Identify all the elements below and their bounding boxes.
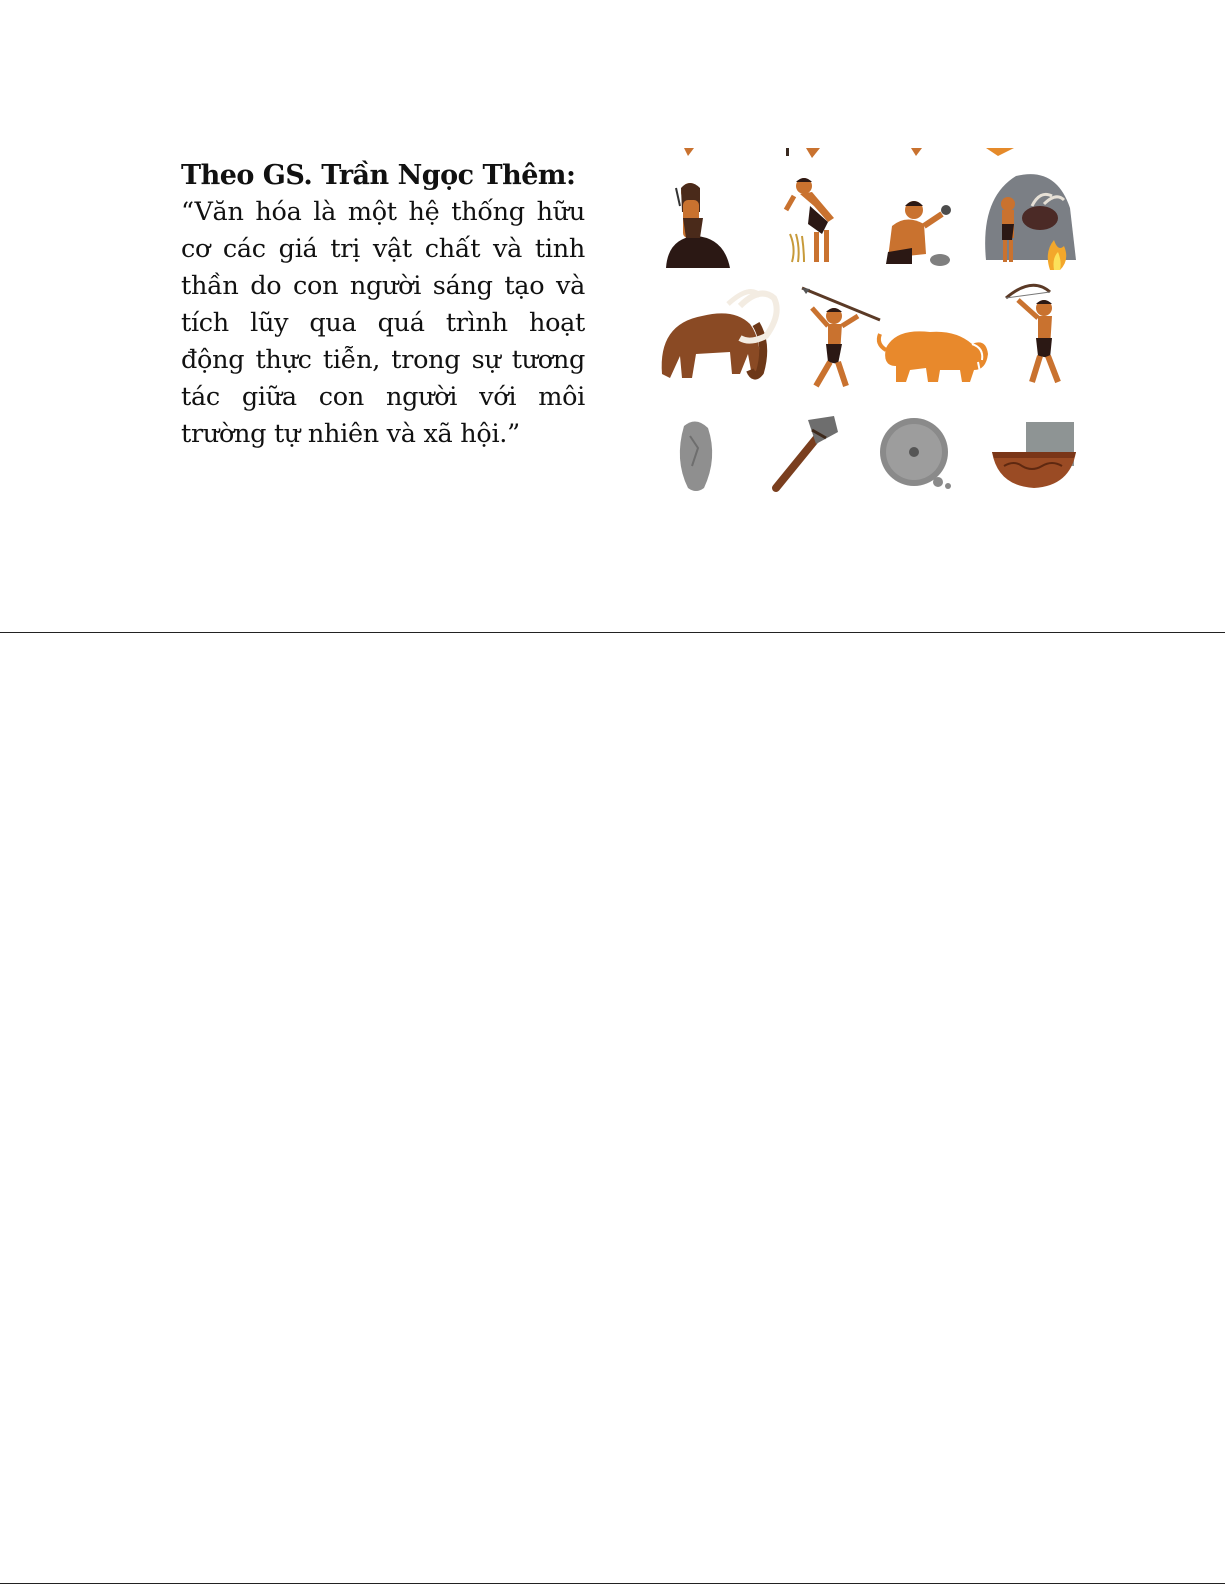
cave-painting-fire-icon — [985, 174, 1076, 270]
slide — [0, 0, 1225, 632]
crouching-toolmaker-icon — [886, 201, 951, 266]
stone-axe-icon — [776, 416, 838, 488]
archer-icon — [1006, 285, 1058, 382]
quote-text: “Văn hóa là một hệ thống hữu cơ các giá trị vật chất và tinh thần do con người sáng tạo và tích lũy qua quá trình hoạt động thực tiễn, trong sự tương tác giữa con người với môi trường tự nhiên và xã hội.” — [181, 197, 585, 449]
page-bottom-edge — [0, 1583, 1225, 1584]
stone-tool-icon — [680, 421, 712, 491]
woman-sitting-figure-icon — [666, 183, 730, 268]
clay-pot-icon — [992, 422, 1076, 488]
page-divider — [0, 632, 1225, 633]
stone-wheel-icon — [880, 418, 951, 489]
cropped-top-figures-icon — [684, 148, 1014, 158]
prehistoric-illustration — [656, 148, 1084, 500]
mammoth-icon — [662, 292, 777, 379]
spear-hunter-icon — [802, 288, 880, 386]
gatherer-figure-icon — [786, 178, 834, 262]
quote-block — [181, 158, 585, 453]
quote-heading: Theo GS. Trần Ngọc Thêm: — [181, 160, 576, 191]
sabertooth-tiger-icon — [879, 331, 988, 382]
